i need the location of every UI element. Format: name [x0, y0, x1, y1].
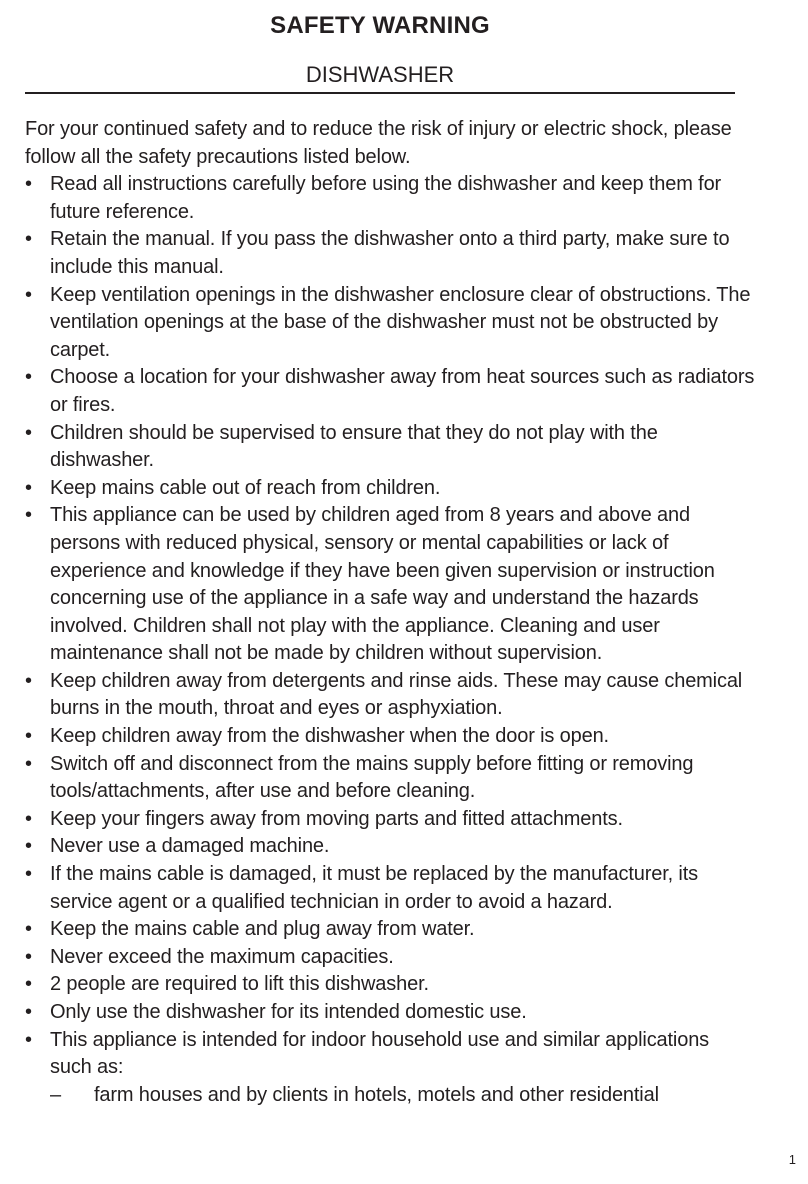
bullet-icon: •: [25, 835, 32, 858]
safety-content: [25, 116, 755, 1109]
list-item: [25, 971, 755, 999]
header-divider: [25, 92, 735, 94]
list-item-text: Read all instructions carefully before using the dishwasher and keep them for future reference.: [50, 173, 722, 223]
bullet-icon: •: [25, 283, 32, 306]
list-item-text: If the mains cable is damaged, it must be replaced by the manufacturer, its service agent or a qualified technician in order to avoid a hazard.: [50, 863, 698, 913]
list-item: [25, 806, 755, 834]
list-item-text: Never exceed the maximum capacities.: [50, 945, 394, 968]
list-item-text: Keep children away from detergents and rinse aids. These may cause chemical burns in the mouth, throat and eyes or asphyxiation.: [50, 669, 743, 720]
list-item: [25, 226, 755, 281]
page-subtitle: DISHWASHER: [305, 62, 455, 87]
bullet-icon: •: [25, 476, 32, 499]
list-item-text: Children should be supervised to ensure that they do not play with the dishwasher.: [50, 421, 658, 472]
page-title: SAFETY WARNING: [270, 12, 490, 39]
list-item: [25, 861, 755, 916]
list-item-text: This appliance can be used by children aged from 8 years and above and persons with reduced physical, sensory or mental capabilities or lack of experience and knowledge if they have been given supervision or instruction concerning use of the appliance in a safe way and understand the hazards involved. Children shall not play with the appliance. Cleaning and user maintenance shall not be made by children without supervision.: [50, 504, 715, 665]
sub-list-item: [50, 1082, 755, 1110]
bullet-icon: •: [25, 1028, 32, 1051]
bullet-icon: •: [25, 918, 32, 941]
list-item: [25, 833, 755, 861]
sub-list-item-text: farm houses and by clients in hotels, motels and other residential: [94, 1083, 659, 1106]
list-item-text: Keep ventilation openings in the dishwasher enclosure clear of obstructions. The ventilation openings at the base of the dishwasher must not be obstructed by carpet.: [50, 283, 751, 361]
list-item: [25, 502, 755, 668]
bullet-icon: •: [25, 173, 32, 196]
list-item-text: Retain the manual. If you pass the dishwasher onto a third party, make sure to include this manual.: [50, 228, 730, 278]
list-item: [25, 723, 755, 751]
bullet-icon: •: [25, 669, 32, 692]
bullet-icon: •: [25, 973, 32, 996]
page-number: 1: [788, 1152, 796, 1167]
bullet-icon: •: [25, 1001, 32, 1023]
list-item-text: This appliance is intended for indoor household use and similar applications such as:: [50, 1028, 710, 1079]
bullet-icon: •: [25, 504, 32, 527]
list-item-text: Choose a location for your dishwasher away from heat sources such as radiators or fires.: [50, 366, 755, 416]
bullet-icon: •: [25, 807, 32, 830]
bullet-icon: •: [25, 752, 32, 775]
bullet-icon: •: [25, 421, 32, 444]
list-item-text: Keep mains cable out of reach from children.: [50, 476, 441, 499]
list-item-text: Keep the mains cable and plug away from water.: [50, 918, 475, 941]
bullet-icon: •: [25, 228, 32, 251]
list-item: [25, 364, 755, 419]
list-item-text: Keep children away from the dishwasher when the door is open.: [50, 725, 609, 748]
bullet-icon: •: [25, 863, 32, 886]
list-item: [25, 171, 755, 226]
list-item: [25, 1027, 755, 1110]
bullet-icon: •: [25, 366, 32, 389]
list-item: [25, 944, 755, 972]
list-item: [25, 282, 755, 365]
list-item: [25, 420, 755, 475]
list-item: [25, 916, 755, 944]
list-item-text: Only use the dishwasher for its intended domestic use.: [50, 1001, 527, 1023]
list-item: [25, 751, 755, 806]
list-item: [25, 999, 755, 1027]
list-item-text: Never use a damaged machine.: [50, 835, 330, 858]
dash-icon: –: [50, 1083, 61, 1106]
list-item: [25, 668, 755, 723]
list-item-text: 2 people are required to lift this dishwasher.: [50, 973, 429, 996]
list-item: [25, 475, 755, 503]
list-item-text: Keep your fingers away from moving parts and fitted attachments.: [50, 807, 623, 830]
safety-bullet-list: [25, 171, 755, 1109]
intro-paragraph: For your continued safety and to reduce the risk of injury or electric shock, please follow all the safety precautions listed below.: [25, 118, 732, 168]
list-item-text: Switch off and disconnect from the mains supply before fitting or removing tools/attachments, after use and before cleaning.: [50, 752, 694, 803]
bullet-icon: •: [25, 945, 32, 968]
bullet-icon: •: [25, 725, 32, 748]
